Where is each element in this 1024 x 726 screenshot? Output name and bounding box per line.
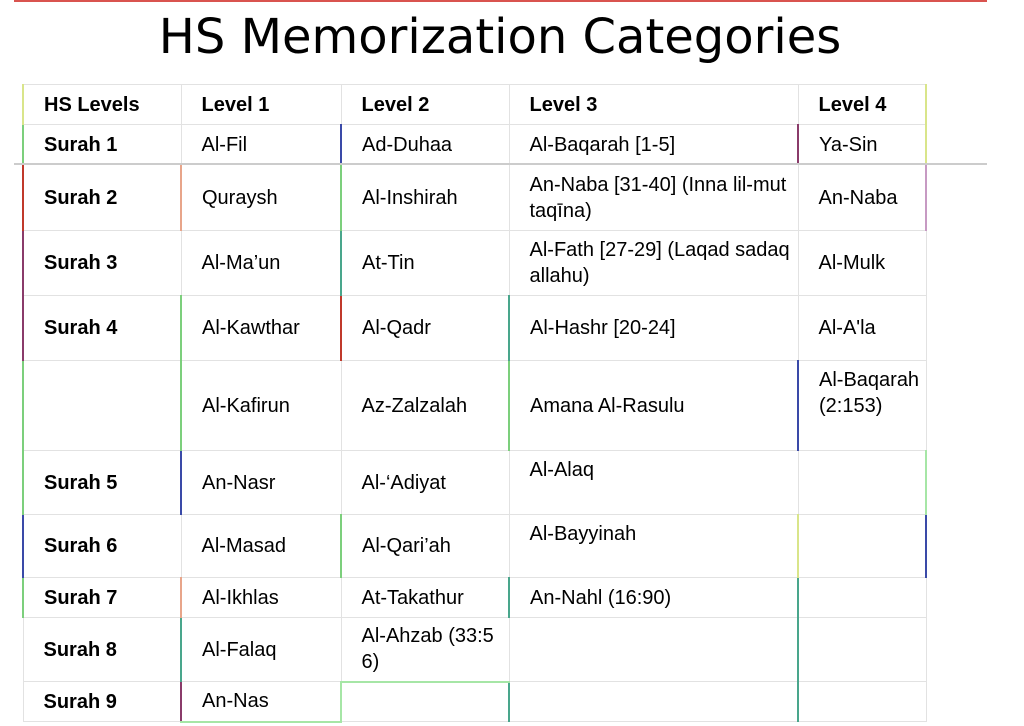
table-cell bbox=[798, 451, 926, 515]
table-cell: Al-Falaq bbox=[181, 618, 341, 682]
level-cell: Surah 5 bbox=[23, 451, 181, 515]
level-cell: Surah 2 bbox=[23, 165, 181, 231]
table-row bbox=[23, 451, 926, 515]
level-cell: Surah 6 bbox=[23, 515, 181, 578]
header-cell: HS Levels bbox=[23, 85, 181, 125]
table-cell: At-Tin bbox=[341, 231, 509, 296]
table-cell: Ya-Sin bbox=[798, 125, 926, 165]
table-cell: Ad-Duhaa bbox=[341, 125, 509, 165]
header-cell: Level 4 bbox=[798, 85, 926, 125]
level-cell: Surah 8 bbox=[23, 618, 181, 682]
table-cell: Al-Hashr [20-24] bbox=[509, 296, 798, 361]
table-cell: An-Naba bbox=[798, 165, 926, 231]
table-cell: An-Nasr bbox=[181, 451, 341, 515]
table-cell: Amana Al-Rasulu bbox=[509, 361, 798, 451]
table-cell: Al-Bayyinah bbox=[509, 515, 798, 578]
page-title: HS Memorization Categories bbox=[158, 9, 842, 65]
table-header-row bbox=[23, 85, 926, 125]
table-cell: Al-Inshirah bbox=[341, 165, 509, 231]
table-cell: Al-Masad bbox=[181, 515, 341, 578]
table-row bbox=[23, 125, 926, 165]
table-row bbox=[23, 682, 926, 722]
table-cell: Al-Qadr bbox=[341, 296, 509, 361]
level-cell: Surah 3 bbox=[23, 231, 181, 296]
table-cell: Al-Ikhlas bbox=[181, 578, 341, 618]
table-cell bbox=[509, 618, 798, 682]
table-cell bbox=[341, 682, 509, 722]
table-cell: An-Nahl (16:90) bbox=[509, 578, 798, 618]
header-cell: Level 3 bbox=[509, 85, 798, 125]
table-cell: Al-Ma’un bbox=[181, 231, 341, 296]
header-cell: Level 2 bbox=[341, 85, 509, 125]
level-cell: Surah 9 bbox=[23, 682, 181, 722]
table-cell: At-Takathur bbox=[341, 578, 509, 618]
table-row bbox=[23, 361, 926, 451]
level-cell: Surah 1 bbox=[23, 125, 181, 165]
divider-line bbox=[14, 163, 987, 165]
table-row bbox=[23, 231, 926, 296]
header-cell: Level 1 bbox=[181, 85, 341, 125]
table-cell: An-Naba [31-40] (Inna lil-muttaqīna) bbox=[509, 165, 798, 231]
table-row bbox=[23, 296, 926, 361]
level-cell: Surah 7 bbox=[23, 578, 181, 618]
level-cell bbox=[23, 361, 181, 451]
table-cell bbox=[798, 682, 926, 722]
table-cell: Al-Kafirun bbox=[181, 361, 341, 451]
table-row bbox=[23, 515, 926, 578]
table-cell: Al-Fath [27-29] (Laqad sadaqallahu) bbox=[509, 231, 798, 296]
table-cell: Al-A'la bbox=[798, 296, 926, 361]
top-accent-line bbox=[14, 0, 987, 2]
table-cell: Al-Alaq bbox=[509, 451, 798, 515]
table-cell: Az-Zalzalah bbox=[341, 361, 509, 451]
table-cell bbox=[798, 618, 926, 682]
table-cell: Al-‘Adiyat bbox=[341, 451, 509, 515]
table-cell: Al-Kawthar bbox=[181, 296, 341, 361]
table-cell: Al-Fil bbox=[181, 125, 341, 165]
memorization-table bbox=[22, 84, 927, 723]
level-cell: Surah 4 bbox=[23, 296, 181, 361]
table-cell: An-Nas bbox=[181, 682, 341, 722]
table-cell: Al-Mulk bbox=[798, 231, 926, 296]
table-cell: Quraysh bbox=[181, 165, 341, 231]
table-cell: Al-Ahzab (33:56) bbox=[341, 618, 509, 682]
table-cell bbox=[509, 682, 798, 722]
table-cell: Al-Qari’ah bbox=[341, 515, 509, 578]
table-cell: Al-Baqarah [1-5] bbox=[509, 125, 798, 165]
table-cell: Al-Baqarah (2:153) bbox=[798, 361, 926, 451]
table-row bbox=[23, 618, 926, 682]
table-row bbox=[23, 165, 926, 231]
table-cell bbox=[798, 578, 926, 618]
table-cell bbox=[798, 515, 926, 578]
table-row bbox=[23, 578, 926, 618]
